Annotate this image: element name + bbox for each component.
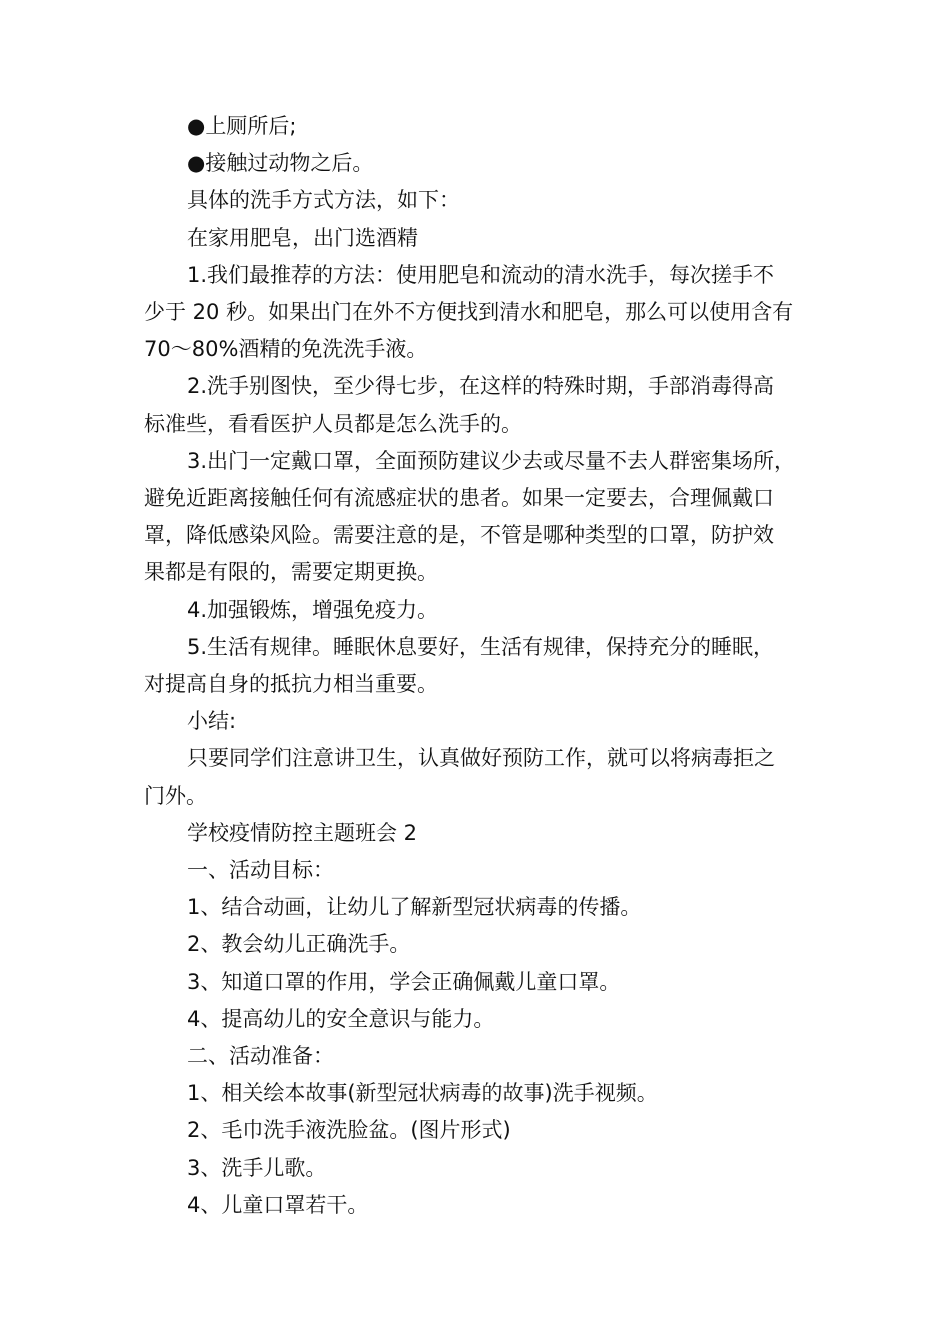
text-line: 4.加强锻炼，增强免疫力。 [187,597,439,622]
text-line: 对提高自身的抵抗力相当重要。 [144,672,438,697]
text-line: 70～80%酒精的免洗洗手液。 [144,337,428,362]
list-item: 1、相关绘本故事(新型冠状病毒的故事)洗手视频。 [187,1081,658,1106]
text-line: ●接触过动物之后。 [187,151,374,176]
list-item: 3、知道口罩的作用，学会正确佩戴儿童口罩。 [187,969,621,994]
text-line: 在家用肥皂，出门选酒精 [187,225,418,250]
text-line: 具体的洗手方式方法，如下： [187,188,460,213]
summary-heading: 小结: [187,709,237,734]
text-line: 5.生活有规律。睡眠休息要好，生活有规律，保持充分的睡眠， [187,634,775,659]
text-line: 只要同学们注意讲卫生，认真做好预防工作，就可以将病毒拒之 [187,746,775,771]
list-item: 2、毛巾洗手液洗脸盆。(图片形式) [187,1118,511,1143]
text-line: 门外。 [144,783,207,808]
text-line: 标准些，看看医护人员都是怎么洗手的。 [144,411,522,436]
section-title: 学校疫情防控主题班会 2 [187,820,418,845]
list-item: 4、提高幼儿的安全意识与能力。 [187,1006,495,1031]
list-item: 2、教会幼儿正确洗手。 [187,932,411,957]
list-item: 4、儿童口罩若干。 [187,1192,369,1217]
text-line: 少于 20 秒。如果出门在外不方便找到清水和肥皂，那么可以使用含有 [144,300,794,325]
text-line: ●上厕所后; [187,114,297,138]
section-heading: 二、活动准备： [187,1044,334,1069]
list-item: 1、结合动画，让幼儿了解新型冠状病毒的传播。 [187,895,642,920]
text-line: 2.洗手别图快，至少得七步，在这样的特殊时期，手部消毒得高 [187,374,775,399]
section-heading: 一、活动目标： [187,858,334,883]
text-line: 3.出门一定戴口罩，全面预防建议少去或尽量不去人群密集场所， [187,448,796,473]
text-line: 1.我们最推荐的方法：使用肥皂和流动的清水洗手，每次搓手不 [187,262,775,287]
list-item: 3、洗手儿歌。 [187,1155,327,1180]
text-line: 罩，降低感染风险。需要注意的是，不管是哪种类型的口罩，防护效 [144,523,774,548]
document-page [144,108,844,1224]
text-line: 果都是有限的，需要定期更换。 [144,560,438,585]
text-line: 避免近距离接触任何有流感症状的患者。如果一定要去，合理佩戴口 [144,486,774,511]
